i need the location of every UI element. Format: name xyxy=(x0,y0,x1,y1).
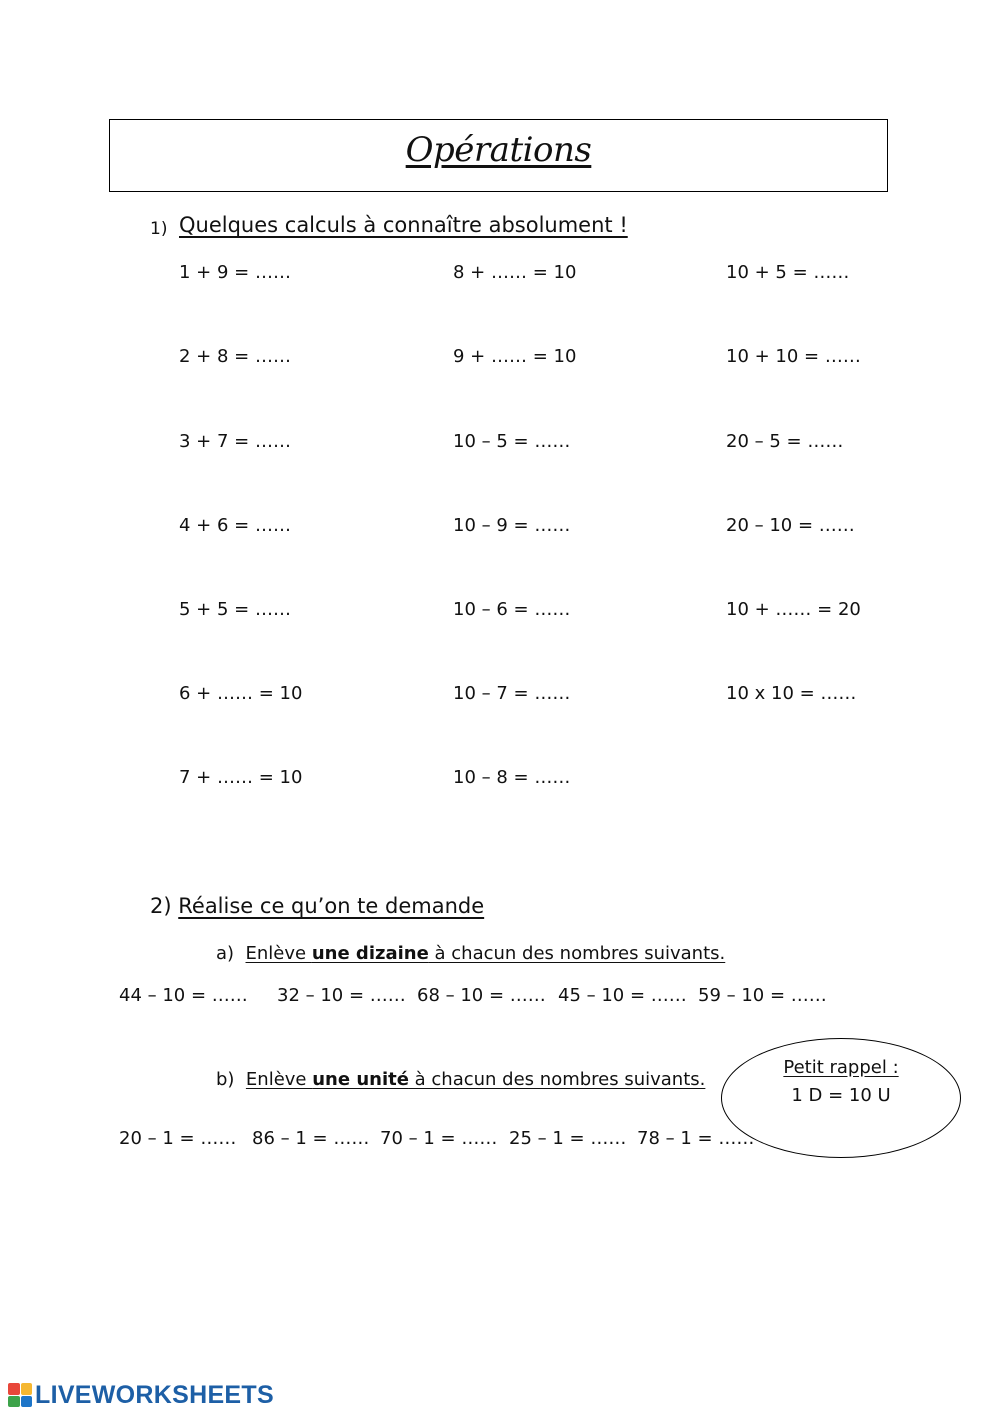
op-b-4: 25 – 1 = …… xyxy=(509,1128,627,1149)
instruction-b-label: b) xyxy=(216,1069,235,1090)
instruction-b xyxy=(216,1069,705,1090)
footer-brand-text: LIVEWORKSHEETS xyxy=(35,1380,274,1409)
calc-c2-r1: 8 + …… = 10 xyxy=(453,262,577,283)
instruction-a-before: Enlève xyxy=(245,943,312,964)
reminder-title: Petit rappel : xyxy=(783,1057,899,1078)
calc-c1-r6: 6 + …… = 10 xyxy=(179,683,303,704)
calc-c2-r4: 10 – 9 = …… xyxy=(453,515,571,536)
calc-c1-r5: 5 + 5 = …… xyxy=(179,599,291,620)
reminder-ellipse xyxy=(721,1038,961,1158)
section2-number: 2) xyxy=(150,894,172,918)
calc-c3-r2: 10 + 10 = …… xyxy=(726,346,861,367)
op-a-3: 68 – 10 = …… xyxy=(417,985,546,1006)
calc-c2-r7: 10 – 8 = …… xyxy=(453,767,571,788)
logo-square-red xyxy=(8,1383,20,1395)
calc-c3-r4: 20 – 10 = …… xyxy=(726,515,855,536)
liveworksheets-logo-icon xyxy=(8,1383,32,1407)
calc-c2-r2: 9 + …… = 10 xyxy=(453,346,577,367)
logo-square-blue xyxy=(21,1396,33,1408)
op-b-5: 78 – 1 = …… xyxy=(637,1128,755,1149)
instruction-b-before: Enlève xyxy=(245,1069,313,1090)
op-b-3: 70 – 1 = …… xyxy=(380,1128,498,1149)
title-box xyxy=(109,119,888,192)
calc-c2-r5: 10 – 6 = …… xyxy=(453,599,571,620)
page-title: Opérations xyxy=(405,130,592,170)
instruction-a-bold: une dizaine xyxy=(311,943,429,964)
footer-brand xyxy=(8,1380,274,1410)
op-b-1: 20 – 1 = …… xyxy=(119,1128,237,1149)
reminder-text: 1 D = 10 U xyxy=(791,1085,891,1106)
instruction-a xyxy=(216,943,725,964)
calc-c2-r3: 10 – 5 = …… xyxy=(453,431,571,452)
calc-c3-r1: 10 + 5 = …… xyxy=(726,262,850,283)
section2-title: Réalise ce qu’on te demande xyxy=(178,894,485,918)
op-a-4: 45 – 10 = …… xyxy=(558,985,687,1006)
calc-c2-r6: 10 – 7 = …… xyxy=(453,683,571,704)
calc-c3-r6: 10 x 10 = …… xyxy=(726,683,857,704)
logo-square-green xyxy=(8,1396,20,1408)
op-a-1: 44 – 10 = …… xyxy=(119,985,248,1006)
instruction-b-after: à chacun des nombres suivants. xyxy=(408,1069,706,1090)
calc-c1-r4: 4 + 6 = …… xyxy=(179,515,291,536)
section2-heading xyxy=(150,894,484,918)
instruction-a-label: a) xyxy=(216,943,235,964)
instruction-a-after: à chacun des nombres suivants. xyxy=(428,943,726,964)
section1-number: 1) xyxy=(150,219,168,239)
calc-c1-r1: 1 + 9 = …… xyxy=(179,262,291,283)
logo-square-yellow xyxy=(21,1383,33,1395)
calc-c3-r5: 10 + …… = 20 xyxy=(726,599,861,620)
section1-title: Quelques calculs à connaître absolument ! xyxy=(179,213,628,237)
calc-c3-r3: 20 – 5 = …… xyxy=(726,431,844,452)
op-a-5: 59 – 10 = …… xyxy=(698,985,827,1006)
op-a-2: 32 – 10 = …… xyxy=(277,985,406,1006)
calc-c1-r3: 3 + 7 = …… xyxy=(179,431,291,452)
calc-c1-r7: 7 + …… = 10 xyxy=(179,767,303,788)
instruction-b-bold: une unité xyxy=(312,1069,409,1090)
calc-c1-r2: 2 + 8 = …… xyxy=(179,346,291,367)
op-b-2: 86 – 1 = …… xyxy=(252,1128,370,1149)
